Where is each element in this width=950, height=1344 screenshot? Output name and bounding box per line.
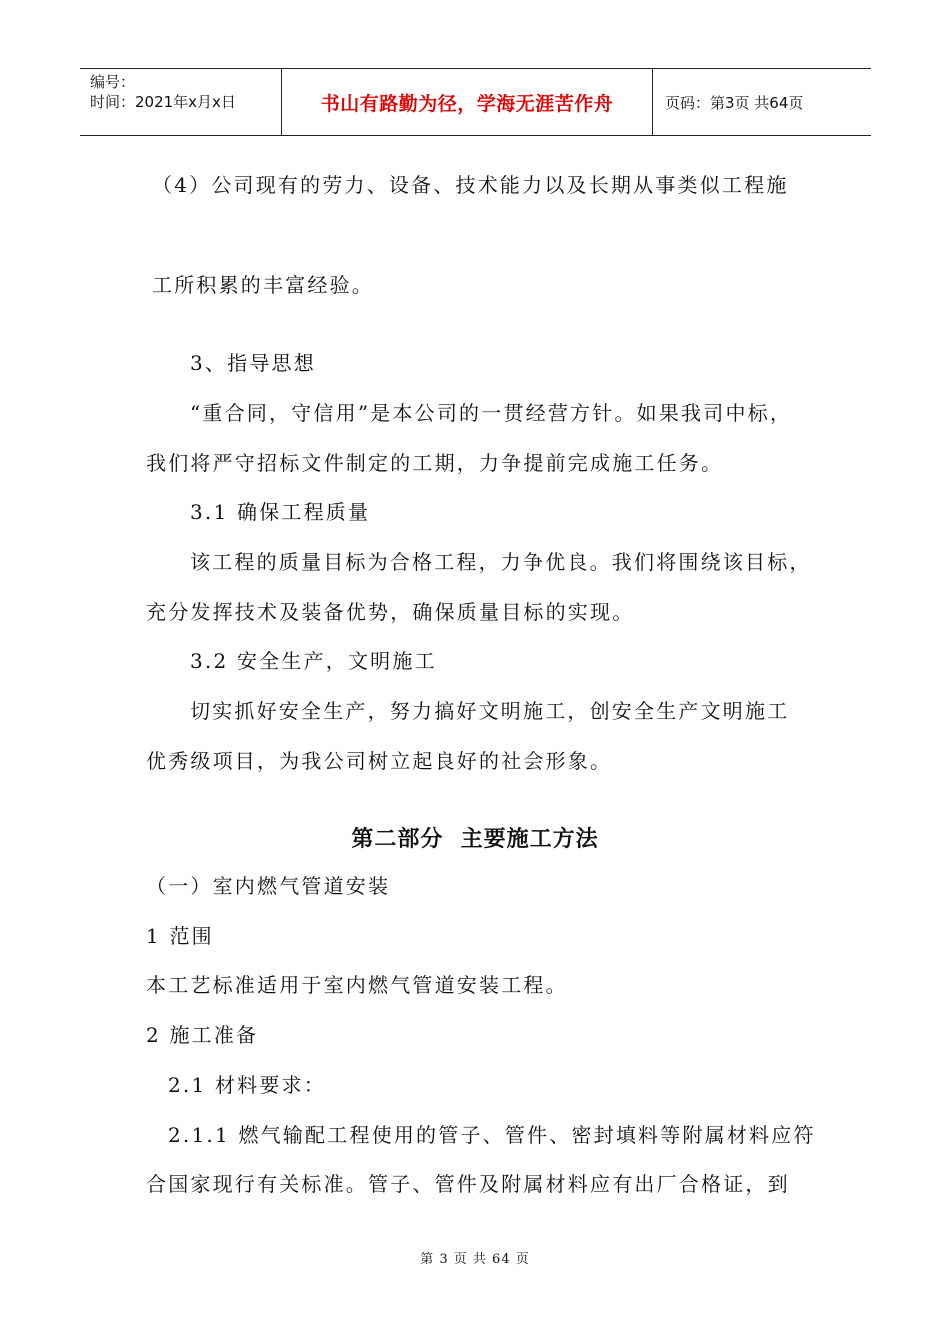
paragraph-line: 2.1.1 燃气输配工程使用的管子、管件、密封填料等附属材料应符 [168,1123,816,1147]
subheading-indoor-gas: （一）室内燃气管道安装 [146,874,391,898]
header-page-info: 页码：第3页 共64页 [665,93,804,112]
header-meta [80,69,282,135]
subheading-quality: 3.1 确保工程质量 [190,500,371,524]
paragraph-line: 工所积累的丰富经验。 [152,273,374,297]
subheading-materials: 2.1 材料要求： [168,1073,326,1097]
paragraph-line: 合国家现行有关标准。管子、管件及附属材料应有出厂合格证，到 [146,1172,790,1196]
subheading-safety: 3.2 安全生产，文明施工 [190,649,437,673]
paragraph-line: （4）公司现有的劳力、设备、技术能力以及长期从事类似工程施 [152,173,789,197]
paragraph-line: 我们将严守招标文件制定的工期，力争提前完成施工任务。 [146,451,724,475]
subheading-guiding-idea: 3、指导思想 [190,351,316,375]
header-motto: 书山有路勤为径，学海无涯苦作舟 [282,69,653,135]
paragraph-line: 切实抓好安全生产，努力搞好文明施工，创安全生产文明施工 [190,699,790,723]
header-time-label: 时间：2021年x月x日 [90,93,236,111]
paragraph-line: 优秀级项目，为我公司树立起良好的社会形象。 [146,749,613,773]
paragraph-line: 充分发挥技术及装备优势，确保质量目标的实现。 [146,600,635,624]
header-number-label: 编号： [90,73,136,91]
subheading-preparation: 2 施工准备 [146,1023,259,1047]
subheading-scope: 1 范围 [146,924,214,948]
paragraph-line: 本工艺标准适用于室内燃气管道安装工程。 [146,973,568,997]
section-heading: 第二部分 主要施工方法 [351,827,599,852]
paragraph-line: 该工程的质量目标为合格工程，力争优良。我们将围绕该目标， [190,550,812,574]
paragraph-line: “重合同，守信用”是本公司的一贯经营方针。如果我司中标， [190,401,793,425]
page-header [80,68,871,136]
page-footer: 第 3 页 共 64 页 [420,1252,530,1267]
